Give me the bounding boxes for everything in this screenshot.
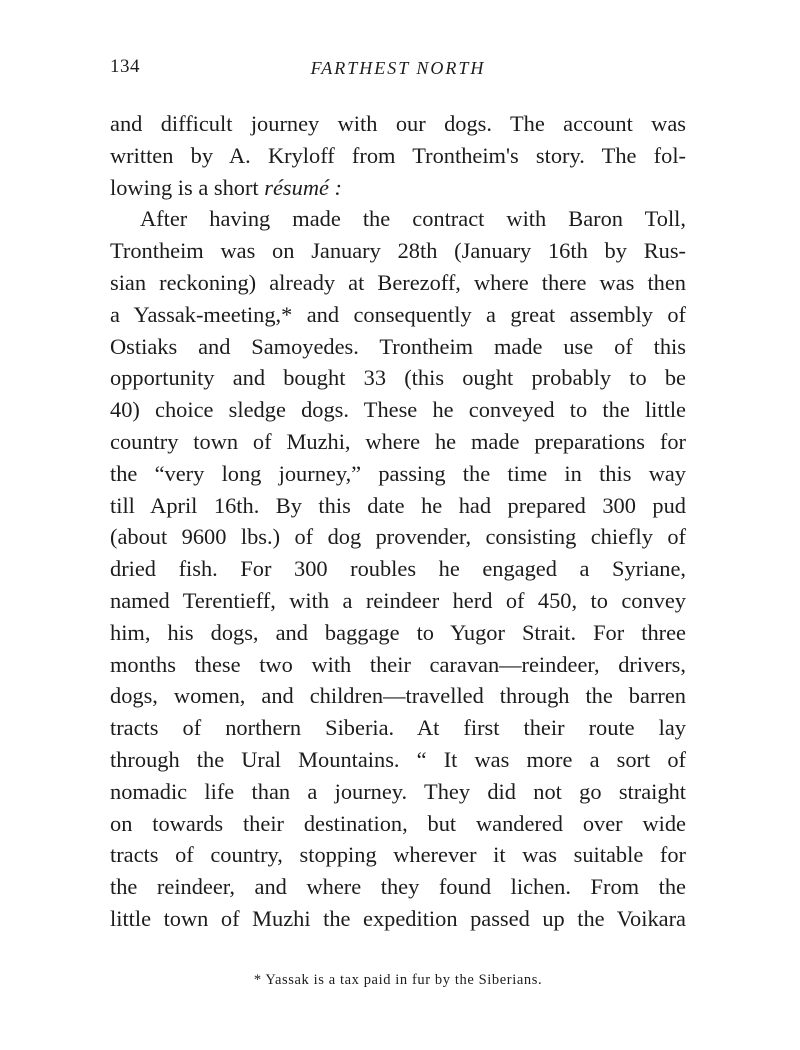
text-line: opportunity and bought 33 (this ought probably to be <box>110 365 686 391</box>
text-line: dried fish. For 300 roubles he engaged a Syriane, <box>110 556 686 582</box>
page-number: 134 <box>110 56 140 77</box>
text-line: Ostiaks and Samoyedes. Trontheim made use of this <box>110 333 686 359</box>
body-text <box>110 108 686 935</box>
text-line: the reindeer, and where they found lichen. From the <box>110 874 686 900</box>
text-line: him, his dogs, and baggage to Yugor Strait. For three <box>110 619 686 645</box>
text-line: dogs, women, and children—travelled through the barren <box>110 683 686 709</box>
text-line: (about 9600 lbs.) of dog provender, consisting chiefly of <box>110 524 686 550</box>
text-line: Trontheim was on January 28th (January 16th by Rus- <box>110 238 686 264</box>
text-line: written by A. Kryloff from Trontheim's story. The fol- <box>110 142 686 168</box>
text-line: on towards their destination, but wandered over wide <box>110 810 686 836</box>
text-line <box>110 172 686 204</box>
text-line: tracts of northern Siberia. At first their route lay <box>110 715 686 741</box>
resume-word: résumé : <box>264 174 342 200</box>
text-line: tracts of country, stopping wherever it was suitable for <box>110 842 686 868</box>
text-line: through the Ural Mountains. “ It was more a sort of <box>110 746 686 772</box>
page-header <box>110 56 686 86</box>
text-line-content: lowing is a short <box>110 174 259 200</box>
text-line: the “very long journey,” passing the time in this way <box>110 460 686 486</box>
text-line: country town of Muzhi, where he made preparations for <box>110 428 686 454</box>
running-title: FARTHEST NORTH <box>310 58 486 78</box>
text-line: months these two with their caravan—reindeer, drivers, <box>110 651 686 677</box>
text-line: little town of Muzhi the expedition passed up the Voikara <box>110 905 686 931</box>
text-line: named Terentieff, with a reindeer herd of 450, to convey <box>110 587 686 613</box>
text-line: 40) choice sledge dogs. These he conveyed to the little <box>110 397 686 423</box>
paragraph-first-line: After having made the contract with Baron Toll, <box>140 206 686 232</box>
text-line: and difficult journey with our dogs. The account was <box>110 111 686 136</box>
footnote: * Yassak is a tax paid in fur by the Siberians. <box>253 972 543 988</box>
text-line: a Yassak-meeting,* and consequently a great assembly of <box>110 301 686 327</box>
text-line: till April 16th. By this date he had prepared 300 pud <box>110 492 686 518</box>
text-line: sian reckoning) already at Berezoff, where there was then <box>110 269 686 295</box>
text-line: nomadic life than a journey. They did not go straight <box>110 778 686 804</box>
